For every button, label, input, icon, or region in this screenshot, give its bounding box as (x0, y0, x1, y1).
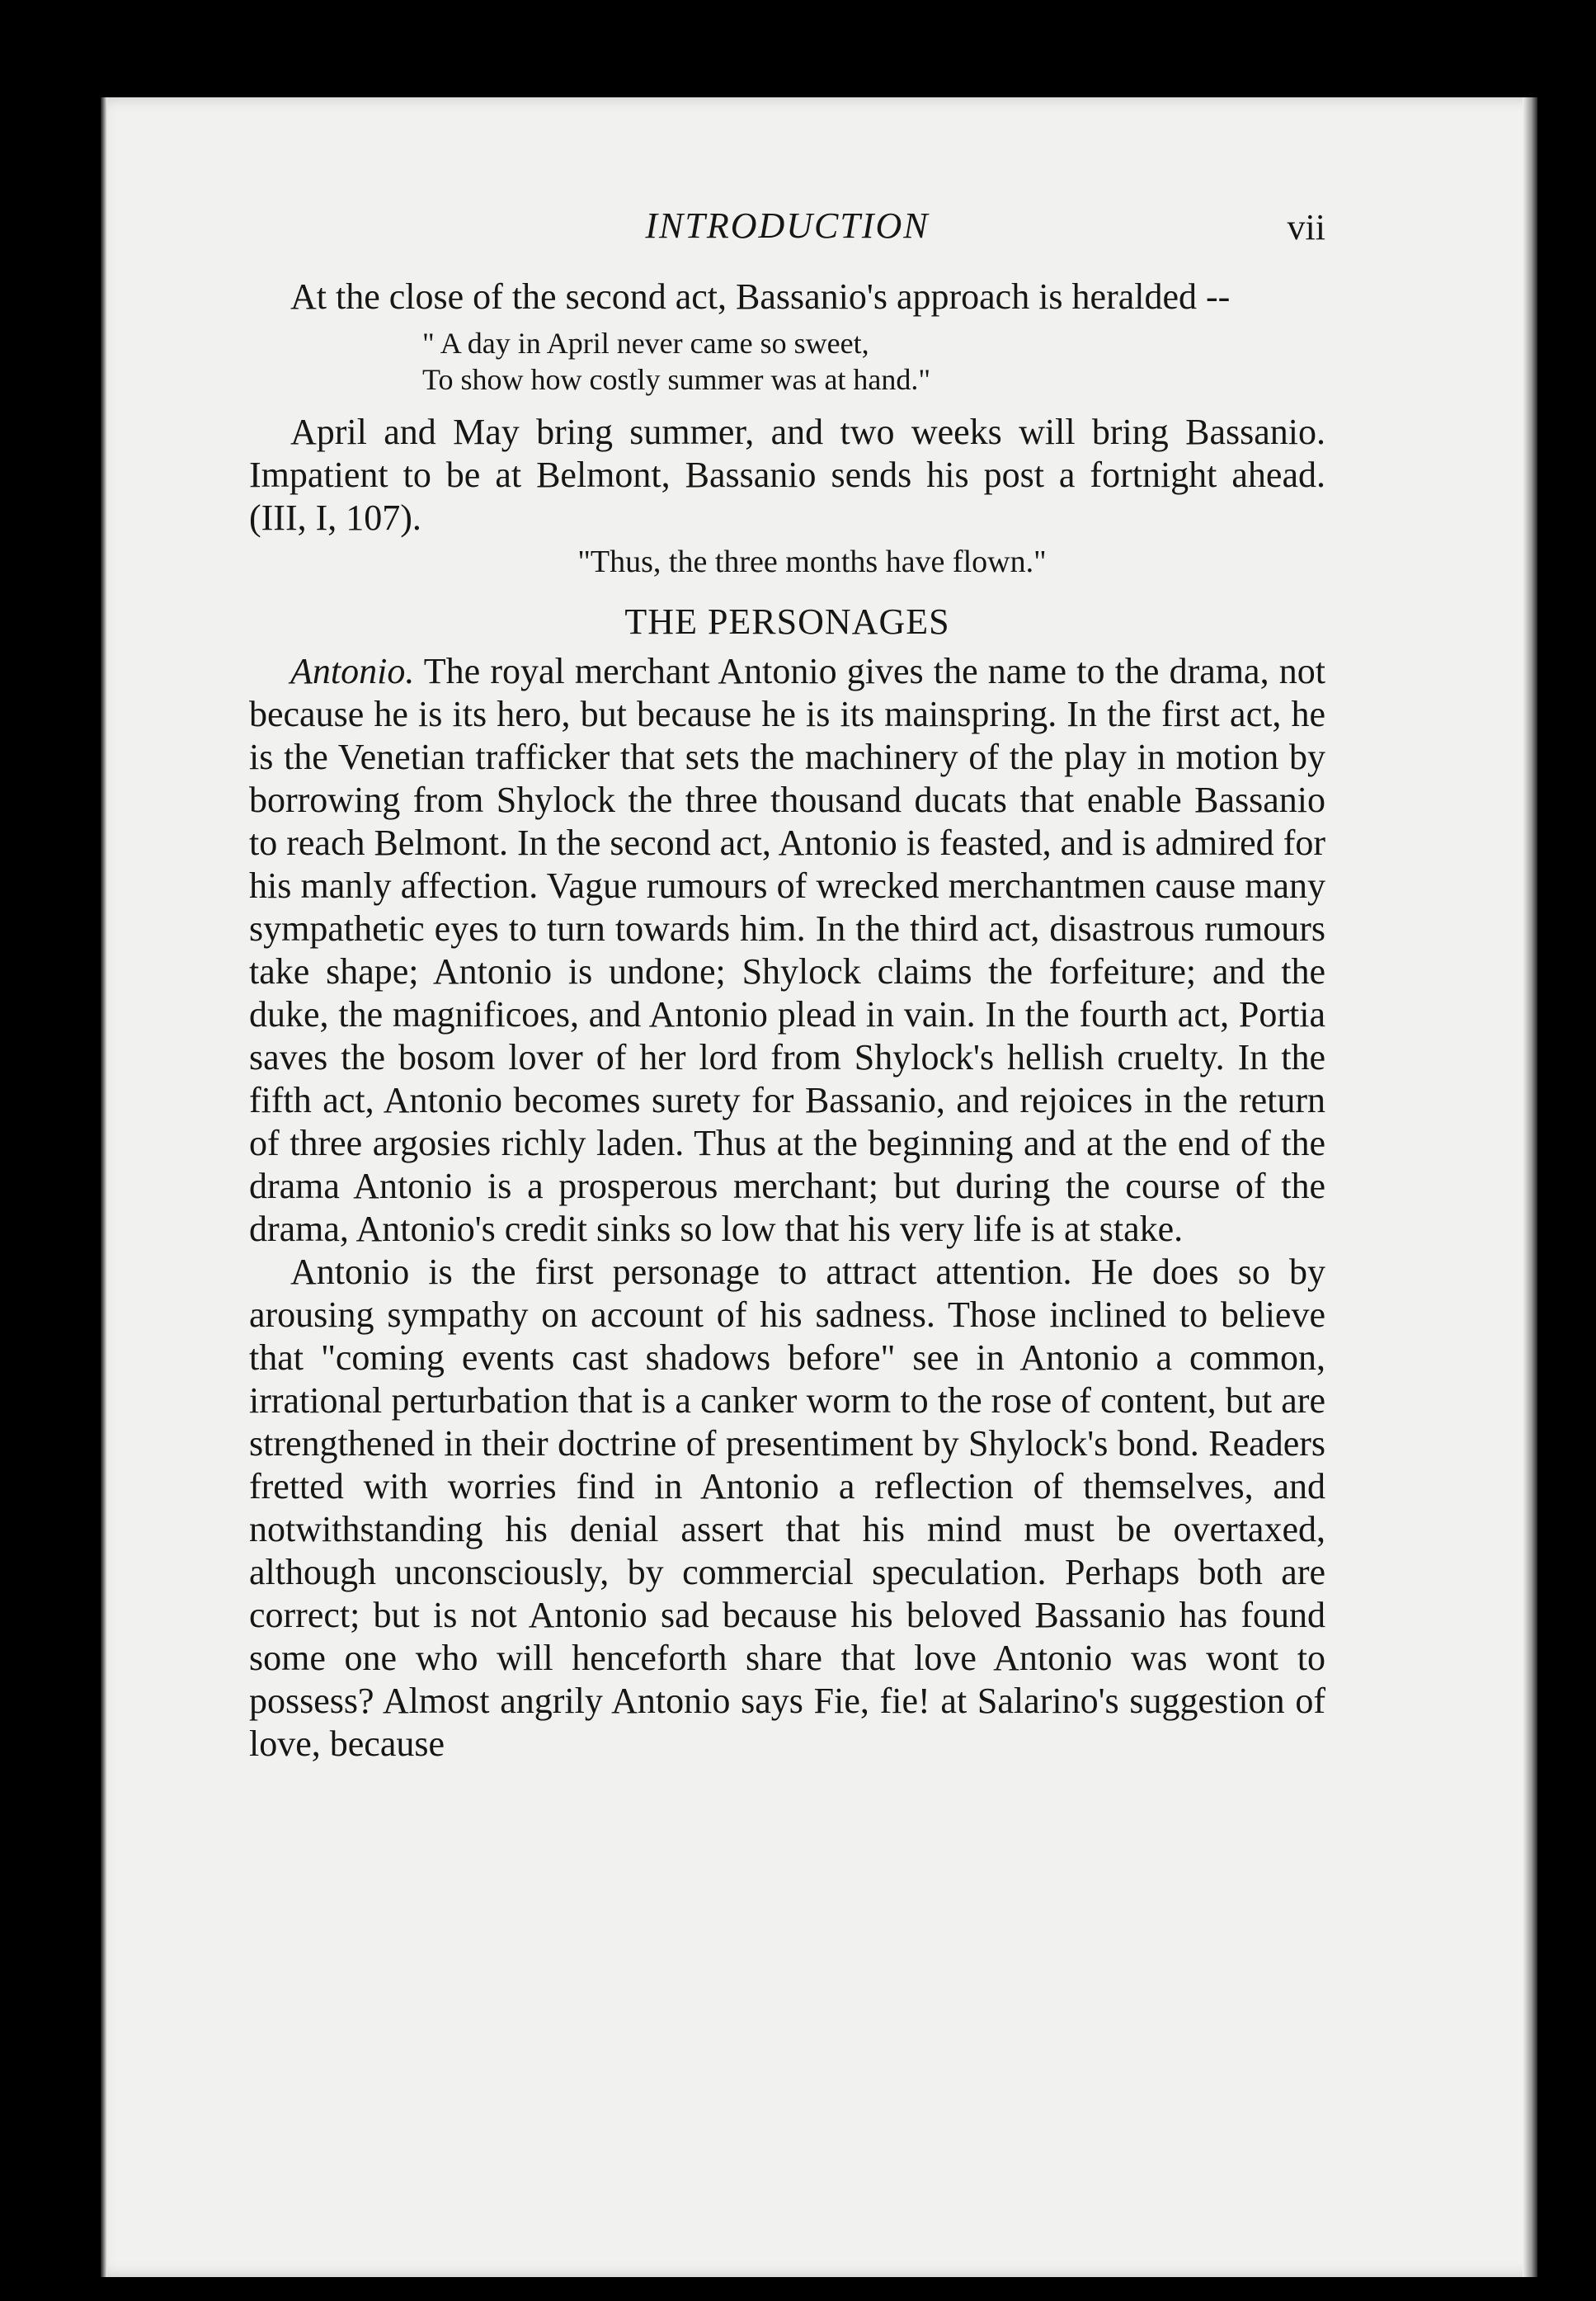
running-title: INTRODUCTION (645, 205, 930, 246)
book-page (101, 97, 1537, 2277)
verse-quotation (422, 325, 1325, 398)
paragraph-antonio-sadness: Antonio is the first personage to attract attention. He does so by arousing sympathy on account of his sadness. Those inclined to believe that "coming events cast shadows before" see in Antonio a common, irrational perturbation that is a canker worm to the rose of content, but are strengthened in their doctrine of presentiment by Shylock's bond. Readers fretted with worries find in Antonio a reflection of themselves, and notwithstanding his denial assert that his mind must be overtaxed, although unconsciously, by commercial speculation. Perhaps both are correct; but is not Antonio sad because his beloved Bassanio has found some one who will henceforth share that love Antonio was wont to possess? Almost angrily Antonio says Fie, fie! at Salarino's suggestion of love, because (249, 1252, 1325, 1764)
section-heading: THE PERSONAGES (624, 601, 950, 642)
quote-three-months: "Thus, the three months have flown." (577, 545, 1047, 579)
running-head (249, 196, 1325, 259)
verse-line: To show how costly summer was at hand." (422, 363, 931, 396)
page-right-edge (1523, 97, 1537, 2277)
paragraph-close-of-second-act: At the close of the second act, Bassanio's approach is heralded -- (290, 276, 1231, 317)
run-in-heading-antonio: Antonio. (290, 651, 415, 691)
paragraph-antonio (249, 650, 1325, 1251)
page-left-edge (101, 97, 107, 2277)
verse-line: " A day in April never came so sweet, (422, 327, 869, 360)
paragraph-antonio-text: The royal merchant Antonio gives the name to the drama, not because he is its hero, but because he is its mainspring. In the first act, he is the Venetian trafficker that sets the machinery of the play in motion by borrowing from Shylock the three thousand ducats that enable Bassanio to reach Belmont. In the second act, Antonio is feasted, and is admired for his manly affection. Vague rumours of wrecked merchantmen cause many sympathetic eyes to turn towards him. In the third act, disastrous rumours take shape; Antonio is undone; Shylock claims the forfeiture; and the duke, the magnificoes, and Antonio plead in vain. In the fourth act, Portia saves the bosom lover of her lord from Shylock's hellish cruelty. In the fifth act, Antonio becomes surety for Bassanio, and rejoices in the return of three argosies richly laden. Thus at the beginning and at the end of the drama Antonio is a prosperous merchant; but during the course of the drama, Antonio's credit sinks so low that his very life is at stake. (249, 651, 1325, 1249)
paragraph-april-and-may: April and May bring summer, and two weeks will bring Bassanio. Impatient to be at Belmont, Bassanio sends his post a fortnight ahead. (III, I, 107). (249, 412, 1325, 538)
page-number: vii (1287, 207, 1325, 248)
text-block (249, 196, 1325, 1766)
